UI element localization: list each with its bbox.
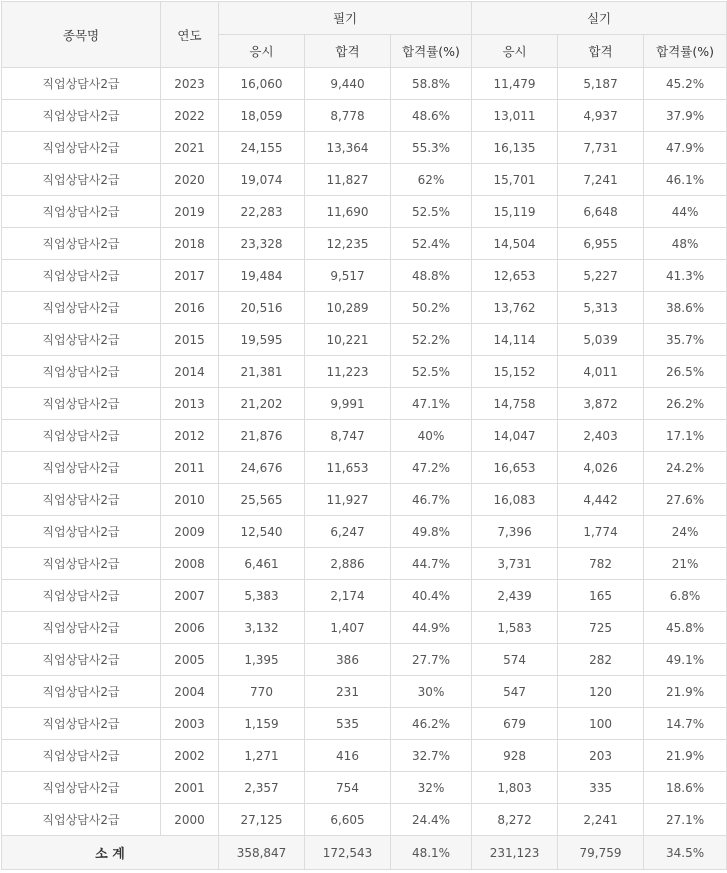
cell-written-pass-rate: 52.2%	[391, 324, 472, 356]
table-row	[2, 388, 727, 420]
cell-written-pass-rate: 44.7%	[391, 548, 472, 580]
cell-practical-applicants: 13,762	[472, 292, 558, 324]
cell-item-name: 직업상담사2급	[2, 484, 161, 516]
cell-practical-passed: 282	[558, 644, 644, 676]
cell-written-passed: 9,440	[305, 68, 391, 100]
cell-year: 2007	[161, 580, 219, 612]
cell-year: 2013	[161, 388, 219, 420]
cell-year: 2021	[161, 132, 219, 164]
cell-written-passed: 231	[305, 676, 391, 708]
cell-practical-applicants: 13,011	[472, 100, 558, 132]
table-row	[2, 548, 727, 580]
cell-written-passed: 2,174	[305, 580, 391, 612]
cell-written-pass-rate: 58.8%	[391, 68, 472, 100]
header-written-pass-rate: 합격률(%)	[391, 35, 472, 68]
cell-practical-passed: 120	[558, 676, 644, 708]
cell-item-name: 직업상담사2급	[2, 228, 161, 260]
cell-practical-pass-rate: 49.1%	[644, 644, 727, 676]
cell-year: 2011	[161, 452, 219, 484]
cell-practical-passed: 100	[558, 708, 644, 740]
table-row	[2, 644, 727, 676]
cell-year: 2005	[161, 644, 219, 676]
cell-written-passed: 11,827	[305, 164, 391, 196]
cell-written-pass-rate: 46.7%	[391, 484, 472, 516]
cell-practical-applicants: 11,479	[472, 68, 558, 100]
cell-practical-pass-rate: 21%	[644, 548, 727, 580]
cell-written-applicants: 24,676	[219, 452, 305, 484]
table-row	[2, 740, 727, 772]
cell-written-applicants: 3,132	[219, 612, 305, 644]
cell-written-applicants: 27,125	[219, 804, 305, 836]
cell-written-pass-rate: 47.2%	[391, 452, 472, 484]
table-row	[2, 452, 727, 484]
cell-written-applicants: 2,357	[219, 772, 305, 804]
table-row	[2, 196, 727, 228]
cell-practical-passed: 203	[558, 740, 644, 772]
cell-item-name: 직업상담사2급	[2, 804, 161, 836]
cell-practical-applicants: 15,152	[472, 356, 558, 388]
table-row	[2, 228, 727, 260]
cell-practical-applicants: 574	[472, 644, 558, 676]
cell-written-applicants: 770	[219, 676, 305, 708]
table-row	[2, 292, 727, 324]
cell-practical-applicants: 1,583	[472, 612, 558, 644]
cell-practical-pass-rate: 17.1%	[644, 420, 727, 452]
header-year: 연도	[161, 2, 219, 68]
cell-written-pass-rate: 30%	[391, 676, 472, 708]
cell-practical-passed: 3,872	[558, 388, 644, 420]
total-practical-applicants: 231,123	[472, 836, 558, 870]
cell-item-name: 직업상담사2급	[2, 260, 161, 292]
cell-practical-passed: 335	[558, 772, 644, 804]
cell-year: 2022	[161, 100, 219, 132]
cell-practical-passed: 2,241	[558, 804, 644, 836]
cell-year: 2000	[161, 804, 219, 836]
cell-written-applicants: 24,155	[219, 132, 305, 164]
cell-practical-pass-rate: 46.1%	[644, 164, 727, 196]
cell-item-name: 직업상담사2급	[2, 132, 161, 164]
header-written: 필기	[219, 2, 472, 35]
cell-written-passed: 2,886	[305, 548, 391, 580]
cell-practical-applicants: 12,653	[472, 260, 558, 292]
cell-written-passed: 13,364	[305, 132, 391, 164]
exam-stats-table	[1, 1, 727, 870]
cell-written-applicants: 5,383	[219, 580, 305, 612]
cell-written-applicants: 6,461	[219, 548, 305, 580]
cell-year: 2018	[161, 228, 219, 260]
cell-written-applicants: 16,060	[219, 68, 305, 100]
cell-written-pass-rate: 44.9%	[391, 612, 472, 644]
cell-written-pass-rate: 52.5%	[391, 196, 472, 228]
cell-item-name: 직업상담사2급	[2, 548, 161, 580]
cell-item-name: 직업상담사2급	[2, 164, 161, 196]
cell-item-name: 직업상담사2급	[2, 580, 161, 612]
cell-year: 2006	[161, 612, 219, 644]
cell-written-passed: 11,690	[305, 196, 391, 228]
cell-written-applicants: 18,059	[219, 100, 305, 132]
cell-written-pass-rate: 52.4%	[391, 228, 472, 260]
cell-year: 2002	[161, 740, 219, 772]
cell-year: 2004	[161, 676, 219, 708]
cell-practical-pass-rate: 37.9%	[644, 100, 727, 132]
cell-practical-pass-rate: 35.7%	[644, 324, 727, 356]
header-practical-pass-rate: 합격률(%)	[644, 35, 727, 68]
cell-written-pass-rate: 40.4%	[391, 580, 472, 612]
cell-practical-pass-rate: 27.1%	[644, 804, 727, 836]
cell-item-name: 직업상담사2급	[2, 708, 161, 740]
table-row	[2, 612, 727, 644]
cell-written-applicants: 22,283	[219, 196, 305, 228]
table-row	[2, 100, 727, 132]
cell-practical-pass-rate: 45.8%	[644, 612, 727, 644]
cell-practical-passed: 4,937	[558, 100, 644, 132]
cell-written-pass-rate: 24.4%	[391, 804, 472, 836]
cell-year: 2001	[161, 772, 219, 804]
cell-year: 2008	[161, 548, 219, 580]
cell-practical-passed: 6,648	[558, 196, 644, 228]
cell-practical-pass-rate: 24.2%	[644, 452, 727, 484]
cell-practical-applicants: 3,731	[472, 548, 558, 580]
total-label: 소 계	[2, 836, 219, 870]
cell-written-passed: 8,778	[305, 100, 391, 132]
cell-written-applicants: 23,328	[219, 228, 305, 260]
cell-practical-pass-rate: 48%	[644, 228, 727, 260]
table-row	[2, 356, 727, 388]
header-written-applicants: 응시	[219, 35, 305, 68]
cell-practical-pass-rate: 6.8%	[644, 580, 727, 612]
cell-item-name: 직업상담사2급	[2, 68, 161, 100]
table-row	[2, 260, 727, 292]
cell-practical-applicants: 2,439	[472, 580, 558, 612]
cell-written-passed: 6,605	[305, 804, 391, 836]
cell-written-passed: 11,223	[305, 356, 391, 388]
cell-item-name: 직업상담사2급	[2, 388, 161, 420]
cell-written-pass-rate: 32.7%	[391, 740, 472, 772]
cell-item-name: 직업상담사2급	[2, 196, 161, 228]
cell-written-passed: 754	[305, 772, 391, 804]
table-row	[2, 132, 727, 164]
cell-year: 2017	[161, 260, 219, 292]
cell-practical-pass-rate: 45.2%	[644, 68, 727, 100]
cell-practical-applicants: 1,803	[472, 772, 558, 804]
header-item-name: 종목명	[2, 2, 161, 68]
cell-practical-applicants: 16,653	[472, 452, 558, 484]
cell-year: 2019	[161, 196, 219, 228]
header-written-passed: 합격	[305, 35, 391, 68]
cell-year: 2015	[161, 324, 219, 356]
cell-written-applicants: 20,516	[219, 292, 305, 324]
cell-item-name: 직업상담사2급	[2, 772, 161, 804]
cell-item-name: 직업상담사2급	[2, 356, 161, 388]
cell-practical-pass-rate: 26.5%	[644, 356, 727, 388]
cell-practical-applicants: 15,701	[472, 164, 558, 196]
cell-written-pass-rate: 48.8%	[391, 260, 472, 292]
cell-practical-passed: 6,955	[558, 228, 644, 260]
total-practical-pass-rate: 34.5%	[644, 836, 727, 870]
header-practical: 실기	[472, 2, 727, 35]
cell-written-pass-rate: 52.5%	[391, 356, 472, 388]
cell-written-passed: 8,747	[305, 420, 391, 452]
cell-year: 2012	[161, 420, 219, 452]
cell-practical-passed: 165	[558, 580, 644, 612]
cell-practical-applicants: 928	[472, 740, 558, 772]
cell-item-name: 직업상담사2급	[2, 452, 161, 484]
cell-written-pass-rate: 49.8%	[391, 516, 472, 548]
cell-written-applicants: 19,484	[219, 260, 305, 292]
cell-written-pass-rate: 46.2%	[391, 708, 472, 740]
cell-practical-pass-rate: 41.3%	[644, 260, 727, 292]
cell-written-passed: 9,991	[305, 388, 391, 420]
cell-practical-passed: 5,187	[558, 68, 644, 100]
cell-written-applicants: 12,540	[219, 516, 305, 548]
cell-practical-applicants: 14,504	[472, 228, 558, 260]
table-row	[2, 676, 727, 708]
table-row	[2, 164, 727, 196]
cell-practical-pass-rate: 18.6%	[644, 772, 727, 804]
cell-written-passed: 11,927	[305, 484, 391, 516]
total-written-passed: 172,543	[305, 836, 391, 870]
table-body	[2, 68, 727, 836]
cell-practical-passed: 4,442	[558, 484, 644, 516]
cell-practical-applicants: 14,758	[472, 388, 558, 420]
cell-written-passed: 386	[305, 644, 391, 676]
cell-item-name: 직업상담사2급	[2, 516, 161, 548]
cell-written-pass-rate: 48.6%	[391, 100, 472, 132]
cell-practical-pass-rate: 26.2%	[644, 388, 727, 420]
cell-practical-pass-rate: 14.7%	[644, 708, 727, 740]
cell-written-passed: 10,221	[305, 324, 391, 356]
cell-year: 2020	[161, 164, 219, 196]
cell-written-applicants: 21,202	[219, 388, 305, 420]
header-practical-passed: 합격	[558, 35, 644, 68]
cell-item-name: 직업상담사2급	[2, 740, 161, 772]
cell-practical-passed: 7,731	[558, 132, 644, 164]
cell-item-name: 직업상담사2급	[2, 420, 161, 452]
cell-written-pass-rate: 40%	[391, 420, 472, 452]
cell-written-passed: 1,407	[305, 612, 391, 644]
cell-practical-pass-rate: 21.9%	[644, 676, 727, 708]
cell-written-passed: 10,289	[305, 292, 391, 324]
cell-item-name: 직업상담사2급	[2, 292, 161, 324]
cell-year: 2014	[161, 356, 219, 388]
cell-practical-passed: 2,403	[558, 420, 644, 452]
table-row	[2, 68, 727, 100]
cell-practical-passed: 725	[558, 612, 644, 644]
cell-written-passed: 416	[305, 740, 391, 772]
table-row	[2, 580, 727, 612]
cell-written-passed: 11,653	[305, 452, 391, 484]
cell-item-name: 직업상담사2급	[2, 676, 161, 708]
cell-practical-pass-rate: 44%	[644, 196, 727, 228]
cell-written-pass-rate: 27.7%	[391, 644, 472, 676]
cell-year: 2003	[161, 708, 219, 740]
cell-written-passed: 535	[305, 708, 391, 740]
table-row	[2, 772, 727, 804]
cell-written-applicants: 1,395	[219, 644, 305, 676]
cell-written-pass-rate: 32%	[391, 772, 472, 804]
header-practical-applicants: 응시	[472, 35, 558, 68]
cell-year: 2010	[161, 484, 219, 516]
cell-written-pass-rate: 47.1%	[391, 388, 472, 420]
cell-item-name: 직업상담사2급	[2, 100, 161, 132]
cell-written-passed: 9,517	[305, 260, 391, 292]
cell-practical-applicants: 14,047	[472, 420, 558, 452]
cell-practical-pass-rate: 27.6%	[644, 484, 727, 516]
table-row	[2, 708, 727, 740]
cell-practical-applicants: 8,272	[472, 804, 558, 836]
total-written-applicants: 358,847	[219, 836, 305, 870]
cell-practical-passed: 5,039	[558, 324, 644, 356]
cell-written-applicants: 21,381	[219, 356, 305, 388]
cell-practical-pass-rate: 47.9%	[644, 132, 727, 164]
cell-practical-pass-rate: 21.9%	[644, 740, 727, 772]
cell-practical-applicants: 547	[472, 676, 558, 708]
cell-year: 2023	[161, 68, 219, 100]
cell-practical-passed: 5,227	[558, 260, 644, 292]
cell-written-passed: 12,235	[305, 228, 391, 260]
cell-practical-applicants: 14,114	[472, 324, 558, 356]
cell-practical-pass-rate: 24%	[644, 516, 727, 548]
cell-practical-applicants: 16,083	[472, 484, 558, 516]
cell-written-pass-rate: 55.3%	[391, 132, 472, 164]
cell-practical-passed: 5,313	[558, 292, 644, 324]
cell-practical-passed: 4,026	[558, 452, 644, 484]
cell-written-applicants: 19,074	[219, 164, 305, 196]
cell-written-applicants: 19,595	[219, 324, 305, 356]
total-written-pass-rate: 48.1%	[391, 836, 472, 870]
cell-practical-passed: 7,241	[558, 164, 644, 196]
cell-written-applicants: 1,159	[219, 708, 305, 740]
cell-practical-applicants: 7,396	[472, 516, 558, 548]
cell-written-applicants: 25,565	[219, 484, 305, 516]
cell-year: 2016	[161, 292, 219, 324]
cell-practical-passed: 4,011	[558, 356, 644, 388]
cell-written-applicants: 21,876	[219, 420, 305, 452]
cell-practical-applicants: 679	[472, 708, 558, 740]
cell-written-pass-rate: 50.2%	[391, 292, 472, 324]
table-row	[2, 804, 727, 836]
cell-written-passed: 6,247	[305, 516, 391, 548]
cell-written-applicants: 1,271	[219, 740, 305, 772]
table-row	[2, 516, 727, 548]
cell-year: 2009	[161, 516, 219, 548]
cell-practical-pass-rate: 38.6%	[644, 292, 727, 324]
table-row	[2, 420, 727, 452]
cell-practical-applicants: 15,119	[472, 196, 558, 228]
table-row	[2, 484, 727, 516]
total-practical-passed: 79,759	[558, 836, 644, 870]
cell-written-pass-rate: 62%	[391, 164, 472, 196]
cell-item-name: 직업상담사2급	[2, 324, 161, 356]
total-row	[2, 836, 727, 870]
table-row	[2, 324, 727, 356]
cell-item-name: 직업상담사2급	[2, 644, 161, 676]
cell-practical-passed: 1,774	[558, 516, 644, 548]
cell-practical-applicants: 16,135	[472, 132, 558, 164]
cell-practical-passed: 782	[558, 548, 644, 580]
cell-item-name: 직업상담사2급	[2, 612, 161, 644]
